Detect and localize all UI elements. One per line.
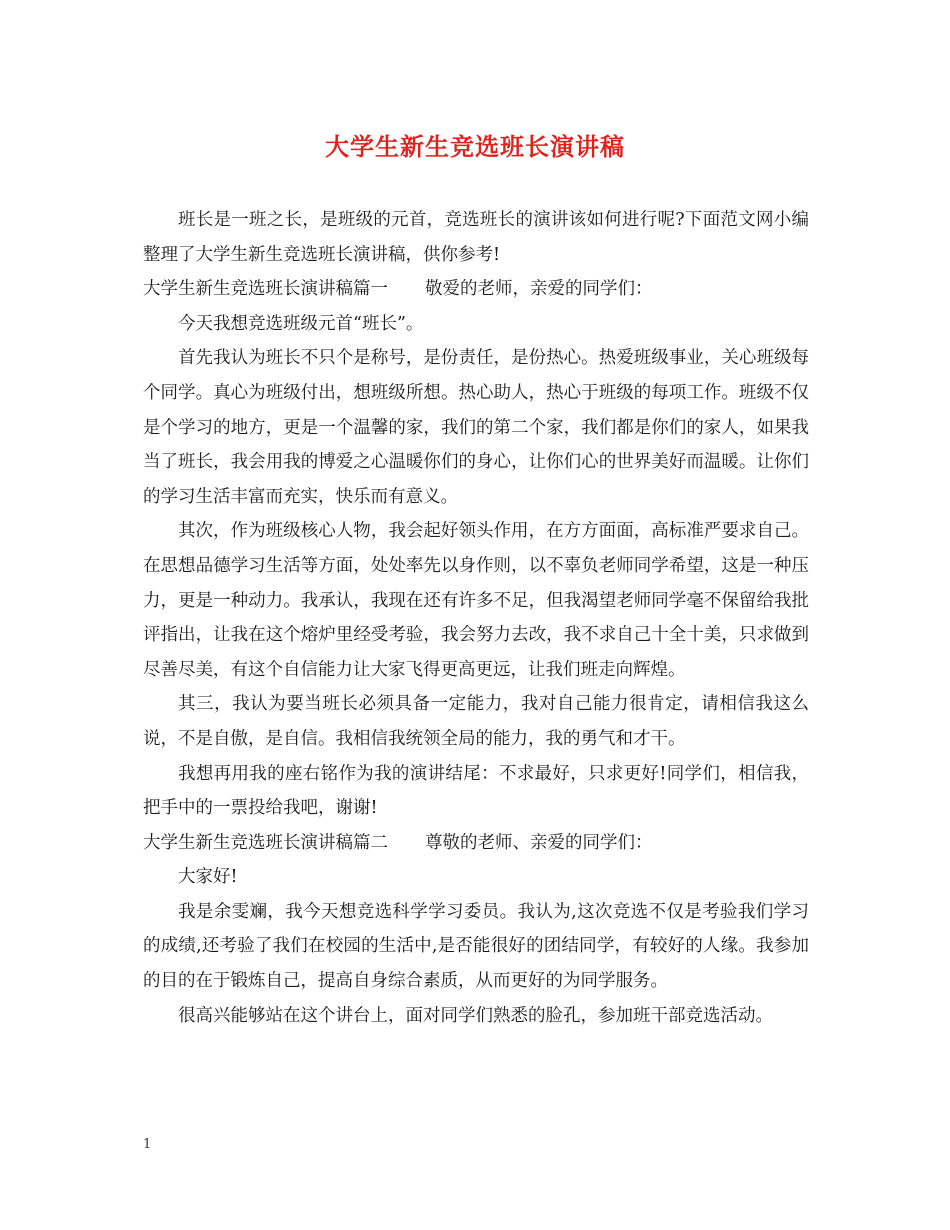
document-body	[143, 203, 809, 1033]
section-greeting: 尊敬的老师、亲爱的同学们：	[425, 832, 653, 853]
body-paragraph: 很高兴能够站在这个讲台上，面对同学们熟悉的脸孔，参加班干部竞选活动。	[178, 1005, 773, 1026]
section-heading: 大学生新生竞选班长演讲稿篇一	[143, 279, 388, 300]
section-heading: 大学生新生竞选班长演讲稿篇二	[143, 832, 388, 853]
section-greeting: 敬爱的老师，亲爱的同学们：	[425, 279, 653, 300]
body-paragraph: 今天我想竞选班级元首“班长”。	[178, 313, 424, 334]
body-paragraph: 首先我认为班长不只个是称号，是份责任，是份热心。热爱班级事业，关心班级每个同学。真心为班级付出，想班级所想。热心助人，热心于班级的每项工作。班级不仅是个学习的地方，更是一个温馨的家，我们的第二个家，我们都是你们的家人，如果我当了班长，我会用我的博爱之心温暖你们的身心，让你们心的世界美好而温暖。让你们的学习生活丰富而充实，快乐而有意义。	[143, 348, 809, 507]
section-heading-line	[143, 826, 809, 861]
intro-paragraph: 班长是一班之长，是班级的元首，竞选班长的演讲该如何进行呢?下面范文网小编整理了大学生新生竞选班长演讲稿，供你参考!	[143, 210, 809, 265]
section-heading-line	[143, 272, 809, 307]
page-number: 1	[143, 1137, 152, 1152]
body-paragraph: 大家好!	[178, 867, 238, 888]
body-paragraph: 我是余雯斓，我今天想竞选科学学习委员。我认为,这次竞选不仅是考验我们学习的成绩,还考验了我们在校园的生活中,是否能很好的团结同学，有较好的人缘。我参加的目的在于锻炼自己，提高自身综合素质，从而更好的为同学服务。	[143, 901, 809, 992]
body-paragraph: 其次，作为班级核心人物，我会起好领头作用，在方方面面，高标准严要求自己。在思想品德学习生活等方面，处处率先以身作则，以不辜负老师同学希望，这是一种压力，更是一种动力。我承认，我现在还有许多不足，但我渴望老师同学毫不保留给我批评指出，让我在这个熔炉里经受考验，我会努力去改，我不求自己十全十美，只求做到尽善尽美，有这个自信能力让大家飞得更高更远，让我们班走向辉煌。	[143, 521, 809, 680]
body-paragraph: 其三，我认为要当班长必须具备一定能力，我对自己能力很肯定，请相信我这么说，不是自傲，是自信。我相信我统领全局的能力，我的勇气和才干。	[143, 694, 809, 749]
document-title: 大学生新生竞选班长演讲稿	[325, 132, 625, 161]
body-paragraph: 我想再用我的座右铭作为我的演讲结尾：不求最好，只求更好!同学们，相信我，把手中的一票投给我吧，谢谢!	[143, 763, 809, 819]
